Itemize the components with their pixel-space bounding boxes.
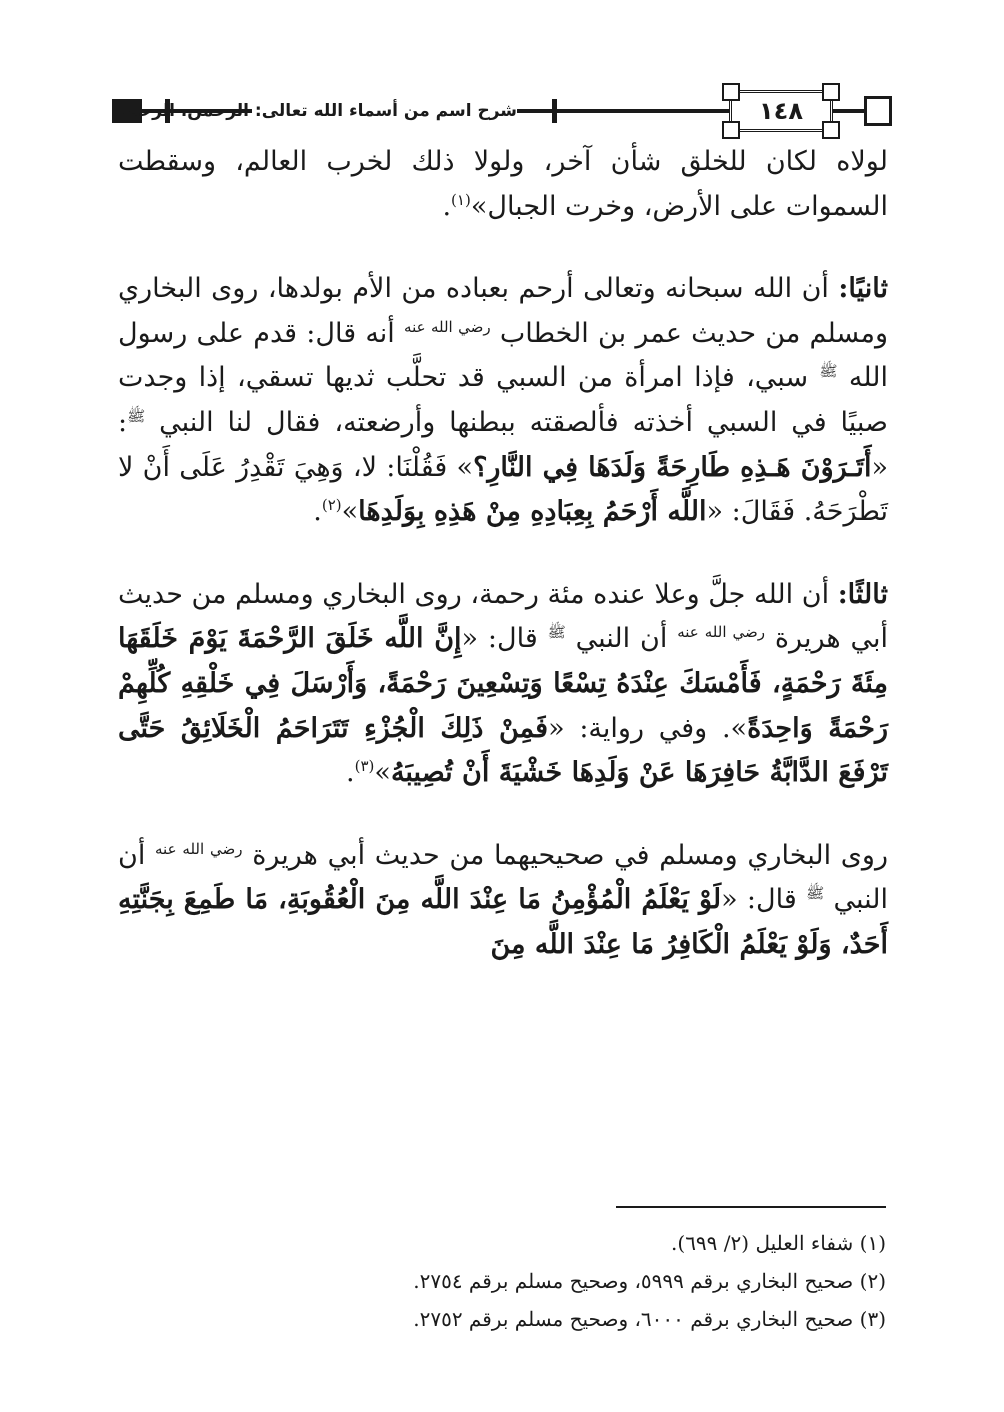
footnote-1: (١) شفاء العليل (٢/ ٦٩٩). (671, 1231, 886, 1255)
header-rule-right (833, 109, 868, 113)
p4-text-3: قال: « (721, 884, 807, 916)
paragraph-3 (118, 573, 888, 796)
p3-text-4: ». وفي رواية: « (548, 712, 748, 744)
footnote-ref-1: (١) (451, 190, 471, 209)
p2-text-3: سبي، فإذا امرأة من السبي قد تحلَّب ثديها تسقي، إذا وجدت صبيًا في السبي أخذته فألصقته ببطنها وأرضعته، فقال لنا النبي (118, 362, 888, 438)
running-title: شرح اسم من أسماء الله تعالى: الرحمن، الرحيم (252, 96, 517, 126)
page-header (112, 88, 892, 134)
footnote-3: (٣) صحيح البخاري برقم ٦٠٠٠، وصحيح مسلم برقم ٢٧٥٢. (413, 1307, 886, 1331)
p4-text-1: روى البخاري ومسلم في صحيحيهما من حديث أبي هريرة (242, 839, 888, 871)
p3-end: . (346, 757, 355, 789)
honorific-salawat: ﷺ (819, 362, 838, 381)
p2-end: . (313, 496, 322, 528)
p3-text-2: أن النبي (565, 623, 678, 655)
paragraph-4 (118, 834, 888, 968)
hadith-quote-4: فَمِنْ ذَلِكَ الْجُزْءِ تَتَرَاحَمُ الْخَلَائِقُ حَتَّى تَرْفَعَ الدَّابَّةُ حَافِرَهَا عَنْ وَلَدِهَا خَشْيَةَ أَنْ تُصِيبَهُ (118, 712, 888, 789)
honorific-radiallahu: رضي الله عنه (677, 623, 766, 642)
footnote-ref-2: (٢) (321, 496, 342, 515)
paragraph-2 (118, 267, 888, 535)
honorific-salawat: ﷺ (547, 623, 566, 642)
hadith-quote-2: اللَّه أَرْحَمُ بِعِبَادِهِ مِنْ هَذِهِ بِوَلَدِهَا (358, 496, 707, 528)
main-text (118, 140, 888, 968)
p2-text-5: » فَقُلْنَا: لا، وَهِيَ تَقْدِرُ عَلَى أَنْ لا تَطْرَحَهُ. فَقَالَ: « (118, 451, 888, 528)
p3-text-5: » (374, 757, 391, 789)
p2-text-6: » (341, 496, 359, 528)
honorific-salawat: ﷺ (806, 884, 825, 903)
p2-text-4: : « (118, 406, 888, 483)
p2-text-2: أنه قال: قدم على رسول الله (118, 317, 888, 394)
point-three-label: ثالثًا: (837, 578, 888, 610)
footnote-separator (616, 1206, 886, 1208)
point-two-label: ثانيًا: (838, 273, 888, 305)
honorific-salawat: ﷺ (127, 406, 146, 425)
hadith-quote-1: أَتَـرَوْنَ هَـذِهِ طَارِحَةً وَلَدَهَا فِي النَّارِ؟ (473, 451, 872, 483)
footnotes (118, 1224, 886, 1338)
hadith-quote-5: لَوْ يَعْلَمُ الْمُؤْمِنُ مَا عِنْدَ اللَّه مِنَ الْعُقُوبَةِ، مَا طَمِعَ بِجَنَّتِهِ أَحَدٌ، وَلَوْ يَعْلَمُ الْكَافِرُ مَا عِنْدَ اللَّه مِنَ (118, 884, 888, 960)
footnote-2: (٢) صحيح البخاري برقم ٥٩٩٩، وصحيح مسلم برقم ٢٧٥٤. (413, 1269, 886, 1293)
page-number-frame (729, 90, 833, 132)
p3-text-1: أن الله جلَّ وعلا عنده مئة رحمة، روى البخاري ومسلم من حديث أبي هريرة (118, 578, 888, 655)
p2-text-1: أن الله سبحانه وتعالى أرحم بعباده من الأم بولدها، روى البخاري ومسلم من حديث عمر بن الخطاب (118, 273, 889, 349)
paragraph-1-text: لولاه لكان للخلق شأن آخر، ولولا ذلك لخرب العالم، وسقطت السموات على الأرض، وخرت الجبال» (118, 146, 888, 222)
paragraph-1-end: . (442, 190, 452, 222)
header-end-box-right (864, 96, 892, 126)
hadith-quote-3: إِنَّ اللَّه خَلَقَ الرَّحْمَةَ يَوْمَ خَلَقَهَا مِئَةَ رَحْمَةٍ، فَأَمْسَكَ عِنْدَهُ تِسْعًا وَتِسْعِينَ رَحْمَةً، وَأَرْسَلَ فِي خَلْقِهِ كُلِّهِمْ رَحْمَةً وَاحِدَةً (118, 623, 889, 744)
p4-text-2: أن النبي (118, 839, 888, 916)
footnote-ref-3: (٣) (354, 757, 375, 776)
honorific-radiallahu: رضي الله عنه (404, 317, 491, 336)
page-number: ١٤٨ (759, 97, 803, 125)
p3-text-3: قال: « (461, 623, 548, 655)
paragraph-1 (118, 140, 888, 229)
honorific-radiallahu: رضي الله عنه (155, 839, 243, 858)
